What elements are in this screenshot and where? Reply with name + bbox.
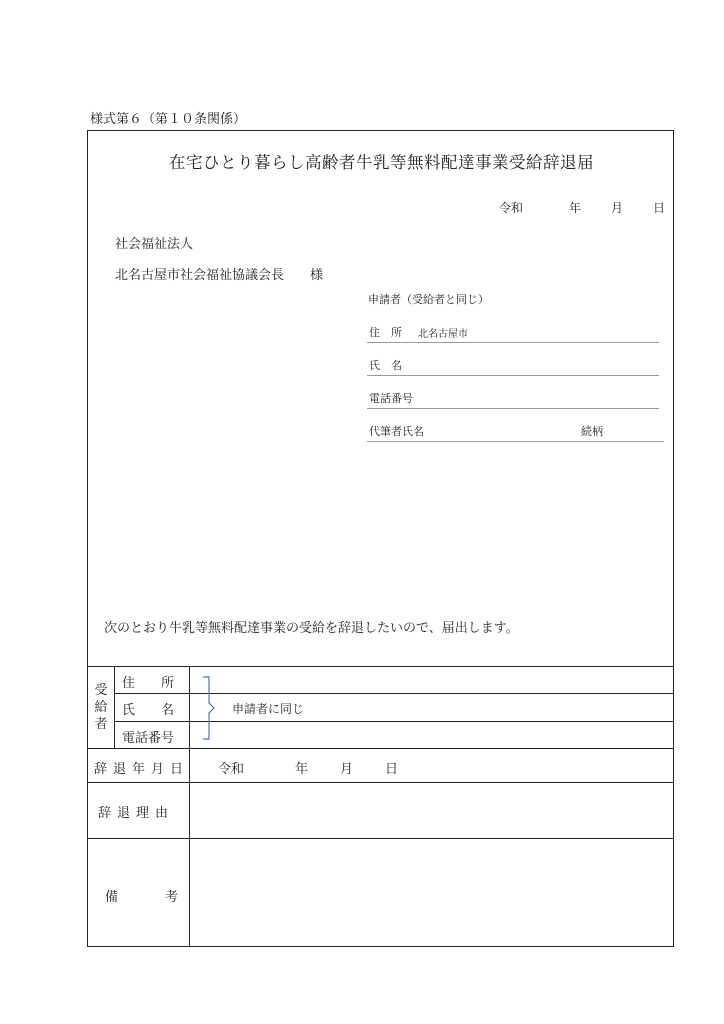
phone-underline <box>367 408 659 409</box>
form-number: 様式第６（第１０条関係） <box>90 112 247 127</box>
table-name-label: 氏 名 <box>122 703 175 718</box>
brace-icon <box>201 675 217 741</box>
table-address-label: 住 所 <box>122 676 175 691</box>
remarks-label-2: 考 <box>165 890 179 905</box>
date-month: 月 <box>611 201 624 215</box>
form-frame <box>87 130 674 947</box>
label-column-divider <box>189 666 190 946</box>
recipient-org: 社会福祉法人 <box>115 237 194 252</box>
applicant-heading: 申請者（受給者と同じ） <box>368 293 489 306</box>
applicant-name-label: 氏 名 <box>369 359 402 372</box>
applicant-address-value: 北名古屋市 <box>418 329 468 340</box>
table-phone-label: 電話番号 <box>122 731 175 746</box>
recipient-group-label: 受 給 者 <box>94 683 108 732</box>
reason-label: 辞退理由 <box>98 806 175 821</box>
applicant-phone-label: 電話番号 <box>369 392 413 405</box>
form-title: 在宅ひとり暮らし高齢者牛乳等無料配達事業受給辞退届 <box>169 153 594 172</box>
recipient-honorific: 様 <box>310 268 324 283</box>
applicant-proxy-label: 代筆者氏名 <box>369 425 424 438</box>
withdraw-date-era: 令和 <box>218 762 245 777</box>
name-underline <box>367 375 659 376</box>
table-top-border <box>88 666 673 667</box>
statement-text: 次のとおり牛乳等無料配達事業の受給を辞退したいので、届出します。 <box>104 621 519 636</box>
address-underline <box>367 342 659 343</box>
group-column-divider <box>114 666 115 748</box>
withdraw-date-month: 月 <box>340 762 354 777</box>
row-divider-date <box>88 782 673 783</box>
date-era: 令和 <box>499 201 524 215</box>
row-divider-address <box>114 693 673 694</box>
applicant-relation-label: 続柄 <box>581 425 603 438</box>
date-day: 日 <box>653 201 666 215</box>
withdraw-date-day: 日 <box>385 762 399 777</box>
withdraw-date-year: 年 <box>295 762 309 777</box>
remarks-label-1: 備 <box>105 890 119 905</box>
row-divider-reason <box>88 838 673 839</box>
proxy-underline <box>367 441 664 442</box>
same-as-applicant: 申請者に同じ <box>232 702 305 716</box>
date-year: 年 <box>569 201 582 215</box>
row-divider-name <box>114 721 673 722</box>
row-divider-recipient <box>88 748 673 749</box>
applicant-address-label: 住 所 <box>369 326 402 339</box>
recipient-name: 北名古屋市社会福祉協議会長 <box>115 268 285 283</box>
withdraw-date-label: 辞退年月日 <box>94 762 190 777</box>
